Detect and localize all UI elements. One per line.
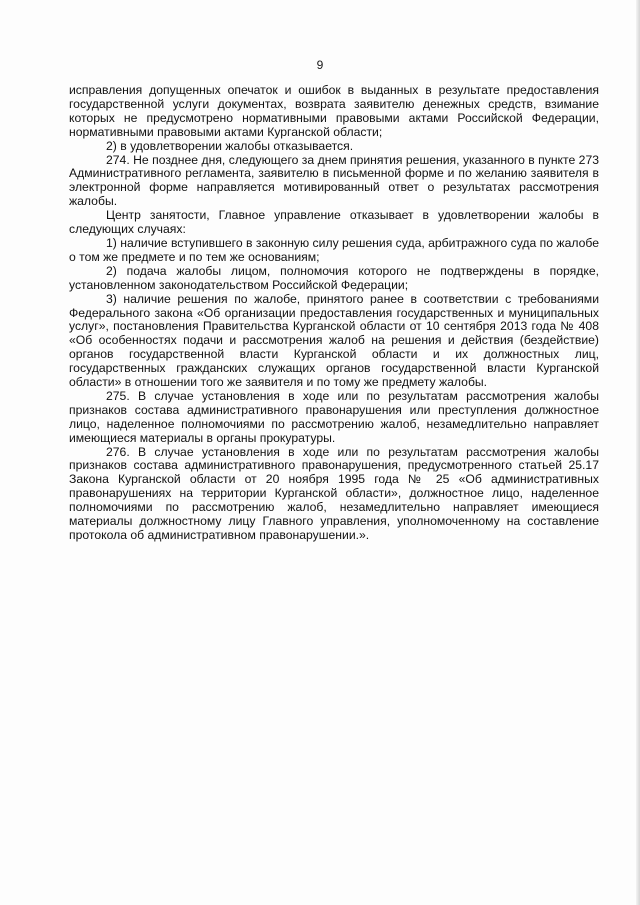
page-edge-shadow: [636, 0, 640, 905]
paragraph-case-2: 2) подача жалобы лицом, полномочия которого не подтверждены в порядке, установленном законодательством Российской Федерации;: [69, 263, 599, 292]
paragraph-275: 275. В случае установления в ходе или по результатам рассмотрения жалобы признаков состава административного правонарушения или преступления должностное лицо, наделенное полномочиями по рассмотрению жалоб, незамедлительно направляет имеющиеся материалы в органы прокуратуры.: [69, 388, 599, 445]
paragraph-276: 276. В случае установления в ходе или по результатам рассмотрения жалобы признаков состава административного правонарушения, предусмотренного статьей 25.17 Закона Курганской области от 20 ноября 1995 года № 25 «Об административных правонарушениях на территории Курганской области», должностное лицо, наделенное полномочиями по рассмотрению жалоб, незамедлительно направляет имеющиеся материалы должностному лицу Главного управления, уполномоченному на составление протокола об административном правонарушении.».: [69, 444, 599, 542]
page-number: 9: [316, 58, 324, 72]
paragraph-case-1: 1) наличие вступившего в законную силу решения суда, арбитражного суда по жалобе о том же предмете и по тем же основаниям;: [69, 235, 600, 264]
paragraph-refusal-cases-intro: Центр занятости, Главное управление отказывает в удовлетворении жалобы в следующих случаях:: [69, 208, 599, 237]
paragraph-item-2-refusal: 2) в удовлетворении жалобы отказывается.: [106, 138, 354, 153]
paragraph-case-3: 3) наличие решения по жалобе, принятого ранее в соответствии с требованиями Федерального закона «Об организации предоставления государственных и муниципальных услуг», постановления Правительства Курганской области от 10 сентября 2013 года № 408 «Об особенностях подачи и рассмотрения жалоб на решения и действия (бездействие) органов государственной власти Курганской области и их должностных лиц, государственных гражданских служащих органов государственной власти Курганской области» в отношении того же заявителя и по тому же предмету жалобы.: [69, 291, 599, 390]
document-body: [69, 84, 599, 543]
paragraph-continuation: исправления допущенных опечаток и ошибок в выданных в результате предоставления государственной услуги документах, возврата заявителю денежных средств, взимание которых не предусмотрено нормативными правовыми актами Российской Федерации, нормативными правовыми актами Курганской области;: [69, 83, 599, 139]
paragraph-274: 274. Не позднее дня, следующего за днем принятия решения, указанного в пункте 273 Административного регламента, заявителю в письменной форме и по желанию заявителя в электронной форме направляется мотивированный ответ о результатах рассмотрения жалобы.: [69, 152, 599, 209]
